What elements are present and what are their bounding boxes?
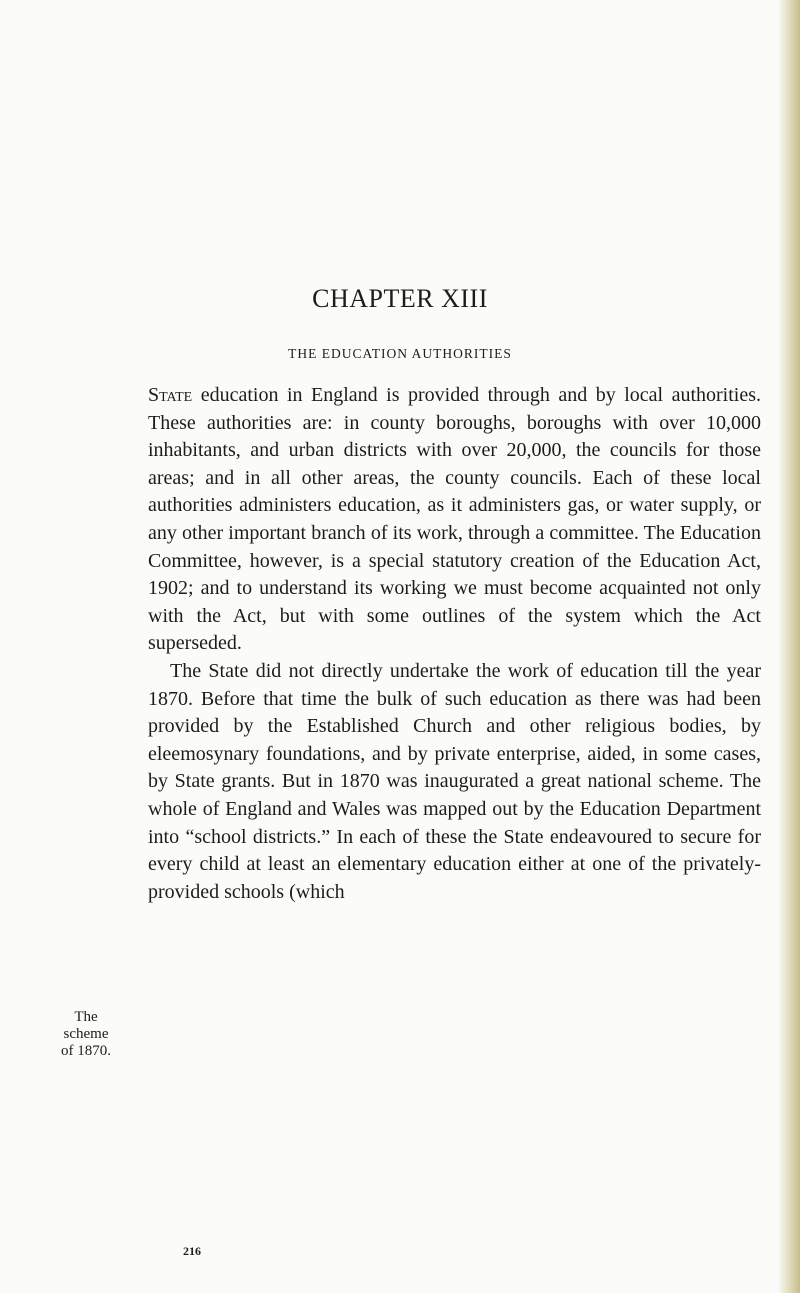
body-text (148, 382, 761, 906)
chapter-subtitle: THE EDUCATION AUTHORITIES (288, 346, 512, 361)
margin-note-line: The (74, 1009, 98, 1025)
paragraph-1-text: education in England is provided through and by local authorities. These authorities are: in county boroughs, boroughs with over 10,000 inhabitants, and urban districts with over 20,000, the councils for those areas; and in all other areas, the county councils. Each of these local authorities administers education, as it administers gas, or water supply, or any other important branch of its work, through a committee. The Education Committee, however, is a special statutory creation of the Education Act, 1902; and to understand its working we must become acquainted not only with the Act, but with some outlines of the system which the Act superseded. (148, 384, 761, 655)
page-number: 216 (183, 1244, 201, 1258)
margin-note (56, 1009, 116, 1060)
page-edge-stain (778, 0, 800, 1293)
margin-note-line: of 1870. (61, 1043, 111, 1059)
margin-note-line: scheme (63, 1026, 109, 1042)
paragraph-1 (148, 382, 761, 658)
chapter-title: CHAPTER XIII (312, 284, 488, 313)
paragraph-1-first-word: State (148, 384, 193, 406)
paragraph-2: The State did not directly undertake the work of education till the year 1870. Before that time the bulk of such education as there was had been provided by the Established Church and other religious bodies, by eleemosynary foundations, and by private enterprise, aided, in some cases, by State grants. But in 1870 was inaugurated a great national scheme. The whole of England and Wales was mapped out by the Education Department into “school districts.” In each of these the State endeavoured to secure for every child at least an elementary education either at one of the privately-provided schools (which (148, 659, 761, 903)
